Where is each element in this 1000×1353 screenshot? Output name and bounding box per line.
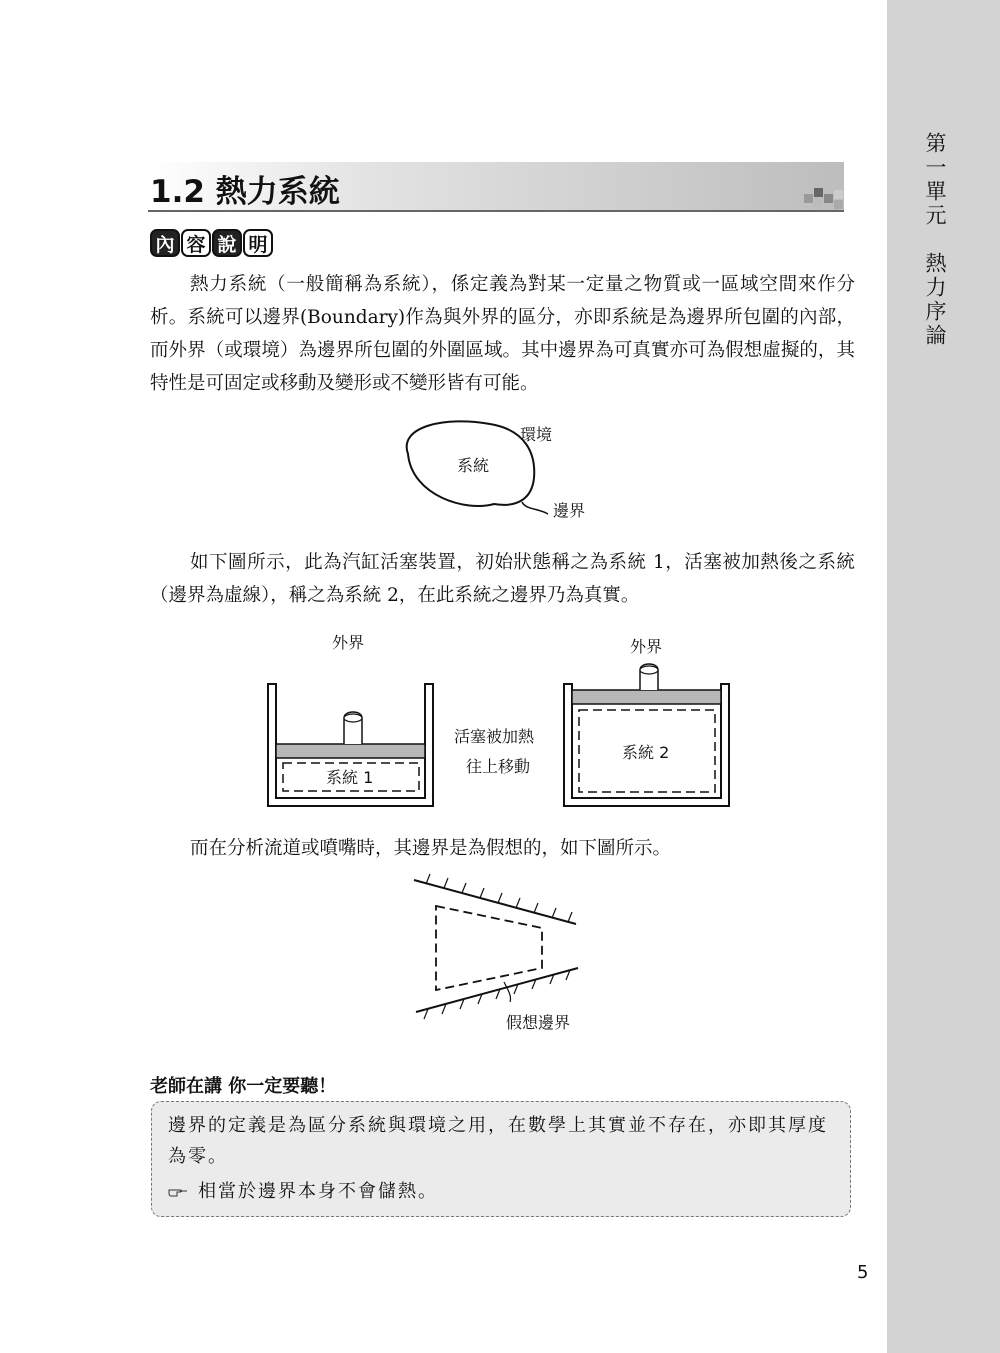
system1-label: 系統 1 <box>326 768 374 787</box>
caption-moves-up: 往上移動 <box>466 757 531 776</box>
boundary-pointer <box>522 502 548 514</box>
left-piston <box>276 744 425 758</box>
teacher-tip-text: 相當於邊界本身不會儲熱。 <box>198 1181 438 1202</box>
section-title: 1.2 熱力系統 <box>150 174 340 210</box>
badge-char: 說 <box>212 229 242 257</box>
right-piston <box>572 690 721 704</box>
environment-label: 環境 <box>520 425 553 444</box>
paragraph-piston: 如下圖所示，此為汽缸活塞裝置，初始狀態稱之為系統 1，活塞被加熱後之系統（邊界為虛線），稱之為系統 2，在此系統之邊界乃為真實。 <box>150 552 855 606</box>
system-boundary-figure <box>398 412 598 524</box>
teacher-note-tip <box>168 1176 834 1207</box>
badge-char: 內 <box>150 229 180 257</box>
teacher-note-box <box>151 1101 851 1217</box>
badge-char: 明 <box>243 229 273 257</box>
imaginary-boundary <box>436 906 542 990</box>
pixel-decoration <box>804 186 844 210</box>
content-explanation-badge <box>150 229 273 257</box>
outside-label-right: 外界 <box>630 637 663 656</box>
teacher-note-text: 邊界的定義是為區分系統與環境之用，在數學上其實並不存在，亦即其厚度為零。 <box>168 1115 828 1167</box>
system-label: 系統 <box>457 456 490 475</box>
paragraph-intro: 熱力系統（一般簡稱為系統），係定義為對某一定量之物質或一區域空間來作分析。系統可以邊界(Boundary)作為與外界的區分，亦即系統是為邊界所包圍的內部，而外界（或環境）為邊界所包圍的外圍區域。其中邊界為可真實亦可為假想虛擬的，其特性是可固定或移動及變形或不變形皆有可能。 <box>150 274 855 394</box>
page-number: 5 <box>857 1262 869 1283</box>
badge-char: 容 <box>181 229 211 257</box>
pointing-hand-icon <box>168 1186 188 1198</box>
paragraph-nozzle: 而在分析流道或噴嘴時，其邊界是為假想的，如下圖所示。 <box>190 838 672 859</box>
teacher-note-label: 老師在講 你一定要聽！ <box>150 1076 337 1097</box>
boundary-label: 邊界 <box>553 501 586 520</box>
imaginary-boundary-label: 假想邊界 <box>506 1013 571 1032</box>
nozzle-figure <box>410 872 600 1038</box>
system2-label: 系統 2 <box>622 743 670 762</box>
piston-cylinder-figure <box>262 626 742 812</box>
caption-heated: 活塞被加熱 <box>454 727 535 746</box>
outside-label-left: 外界 <box>332 633 365 652</box>
chapter-side-tab: 第一單元 熱力序論 <box>923 132 947 348</box>
